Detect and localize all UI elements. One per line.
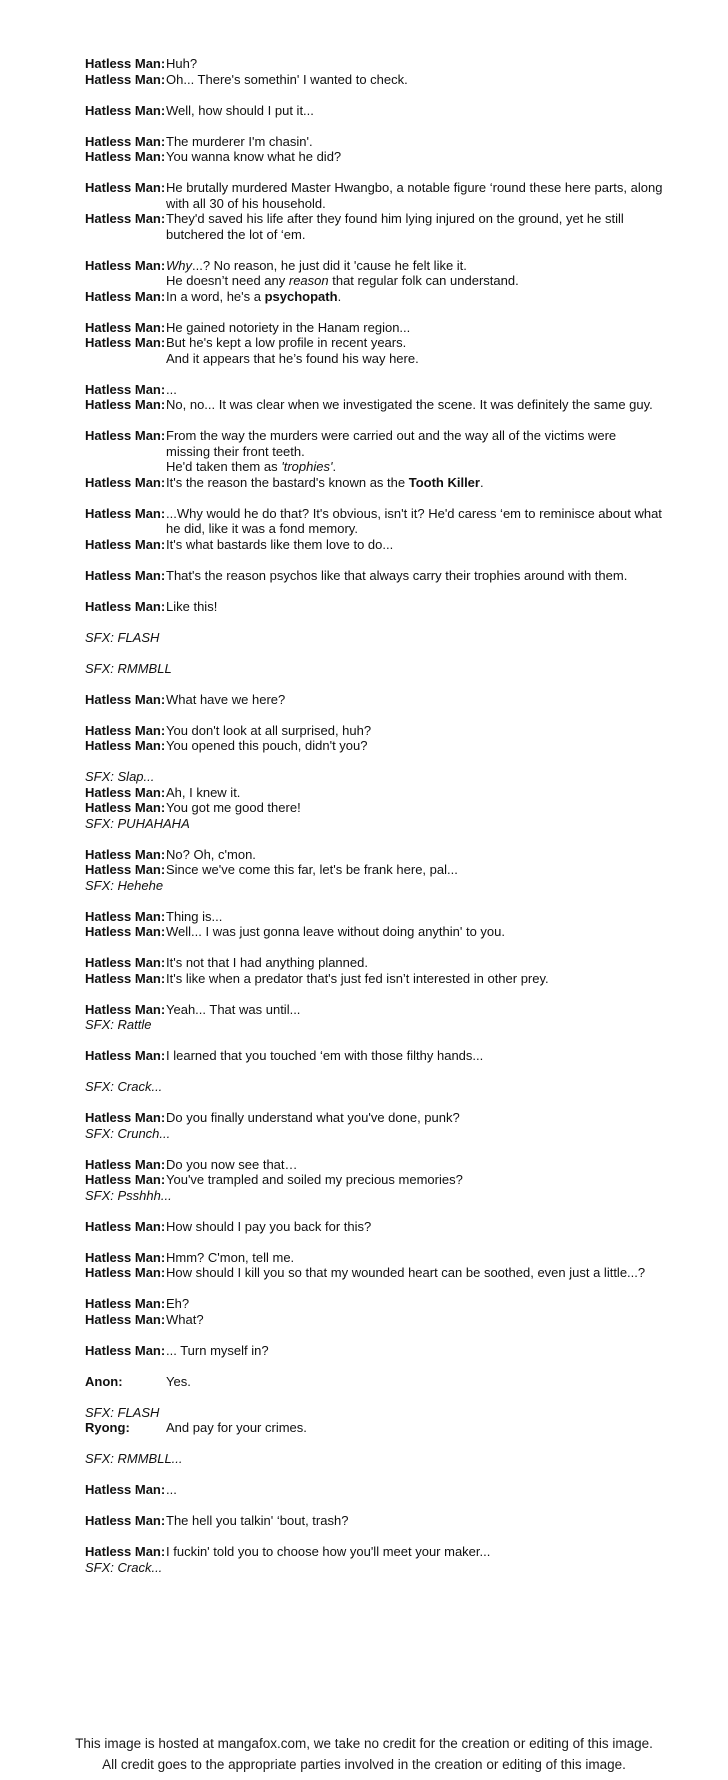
dialogue-line [85,1544,728,1560]
dialogue-text: Ah, I knew it. [166,784,241,800]
dialogue-text: Eh? [166,1296,190,1311]
dialogue-text: It's what bastards like them love to do... [166,536,394,552]
dialogue-block [85,568,728,584]
dialogue-block [85,1296,728,1327]
dialogue-line [85,180,728,211]
sfx-line [85,1560,728,1576]
dialogue-line [85,475,728,491]
dialogue-block [85,506,728,553]
speaker-label: Hatless Man: [85,1048,166,1063]
speaker-label: Hatless Man: [85,691,166,707]
sfx-text: SFX: FLASH [85,629,160,645]
dialogue-line [85,103,728,119]
dialogue-block [85,1405,728,1436]
dialogue-text: From the way the murders were carried out and the way all of the victims were missing their front teeth. [166,428,617,459]
dialogue-text: And pay for your crimes. [166,1420,307,1435]
footer-line-2: All credit goes to the appropriate parties involved in the creation or editing of this image. [102,1757,626,1772]
speaker-label: Hatless Man: [85,288,166,304]
dialogue-line [85,56,728,72]
speaker-label: Hatless Man: [85,335,166,350]
dialogue-block [85,955,728,986]
dialogue-block [85,1110,728,1141]
dialogue-block [85,1079,728,1095]
dialogue-block [85,1451,728,1467]
sfx-line [85,1188,728,1204]
dialogue-block [85,1343,728,1359]
speaker-label: Hatless Man: [85,567,166,583]
speaker-label: Hatless Man: [85,1172,166,1187]
dialogue-line [85,1482,728,1498]
dialogue-block [85,180,728,242]
dialogue-text: He'd taken them as 'trophies'. [166,459,337,474]
dialogue-text: What? [166,1311,204,1327]
sfx-line [85,1126,728,1142]
speaker-label: Hatless Man: [85,722,166,738]
speaker-label: Hatless Man: [85,1482,166,1497]
dialogue-block [85,382,728,413]
speaker-label: Hatless Man: [85,1156,166,1172]
dialogue-block [85,103,728,119]
speaker-label: Ryong: [85,1420,130,1435]
dialogue-line [85,1420,728,1436]
dialogue-line [85,599,728,615]
dialogue-line [85,289,728,305]
dialogue-text: Like this! [166,598,218,614]
sfx-text: SFX: Crack... [85,1559,163,1575]
dialogue-line [85,924,728,940]
dialogue-line [85,351,728,367]
speaker-label: Hatless Man: [85,738,166,753]
dialogue-block [85,134,728,165]
dialogue-line [85,1250,728,1266]
sfx-text: SFX: RMMBLL... [85,1451,183,1466]
dialogue-text: He brutally murdered Master Hwangbo, a notable figure ‘round these here parts, along with all 30 of his household. [166,180,663,211]
dialogue-line [85,568,728,584]
speaker-label: Hatless Man: [85,397,166,412]
dialogue-line [85,273,728,289]
dialogue-block [85,630,728,646]
speaker-label: Hatless Man: [85,1296,166,1311]
speaker-label: Hatless Man: [85,102,166,118]
dialogue-line [85,459,728,475]
dialogue-block [85,428,728,490]
dialogue-block [85,723,728,754]
footer-line-1: This image is hosted at mangafox.com, we take no credit for the creation or editing of this image. [75,1736,653,1751]
dialogue-text: The murderer I'm chasin'. [166,133,313,149]
dialogue-line [85,397,728,413]
dialogue-text: Do you now see that… [166,1156,298,1172]
dialogue-line [85,738,728,754]
speaker-label: Hatless Man: [85,1513,166,1528]
speaker-label: Hatless Man: [85,1311,166,1327]
sfx-text: SFX: FLASH [85,1404,160,1420]
dialogue-line [85,1265,728,1281]
speaker-label: Hatless Man: [85,56,166,71]
speaker-label: Hatless Man: [85,257,166,273]
dialogue-text: ...Why would he do that? It's obvious, isn't it? He'd caress ‘em to reminisce about what he did, like it was a fond memory. [166,505,662,536]
speaker-label: Hatless Man: [85,924,166,939]
sfx-line [85,630,728,646]
dialogue-line [85,428,728,459]
sfx-line [85,1405,728,1421]
footer-disclaimer [0,1733,728,1775]
dialogue-line [85,1110,728,1126]
dialogue-line [85,1374,728,1390]
speaker-label: Hatless Man: [85,428,166,443]
speaker-label: Hatless Man: [85,381,166,397]
speaker-label: Hatless Man: [85,846,166,862]
dialogue-line [85,692,728,708]
dialogue-text: You got me good there! [166,800,301,815]
speaker-label: Hatless Man: [85,908,166,924]
dialogue-text: I learned that you touched ‘em with those filthy hands... [166,1048,484,1063]
dialogue-block [85,1482,728,1498]
dialogue-line [85,72,728,88]
dialogue-text: They'd saved his life after they found him lying injured on the ground, yet he still butchered the lot of ‘em. [166,211,624,242]
dialogue-text: How should I kill you so that my wounded heart can be soothed, even just a little...? [166,1265,646,1280]
dialogue-line [85,1296,728,1312]
sfx-text: SFX: Psshhh... [85,1187,172,1203]
speaker-label: Hatless Man: [85,784,166,800]
dialogue-text: You've trampled and soiled my precious memories? [166,1172,463,1187]
speaker-label: Hatless Man: [85,1544,166,1559]
dialogue-text: Hmm? C'mon, tell me. [166,1249,295,1265]
dialogue-text: ... [166,381,177,397]
dialogue-text: He doesn’t need any reason that regular folk can understand. [166,273,519,288]
dialogue-text: Yeah... That was until... [166,1001,301,1017]
sfx-line [85,816,728,832]
dialogue-line [85,335,728,351]
dialogue-line [85,1343,728,1359]
dialogue-text: You opened this pouch, didn't you? [166,738,368,753]
dialogue-text: That's the reason psychos like that always carry their trophies around with them. [166,567,628,583]
dialogue-text: He gained notoriety in the Hanam region... [166,319,411,335]
dialogue-line [85,862,728,878]
dialogue-line [85,211,728,242]
dialogue-text: The hell you talkin' ‘bout, trash? [166,1513,349,1528]
speaker-label: Hatless Man: [85,598,166,614]
sfx-text: SFX: Rattle [85,1017,152,1032]
dialogue-block [85,1157,728,1204]
dialogue-text: Thing is... [166,908,223,924]
speaker-label: Hatless Man: [85,1110,166,1125]
dialogue-text: And it appears that he’s found his way here. [166,350,419,366]
dialogue-line [85,800,728,816]
dialogue-block [85,769,728,831]
dialogue-block [85,1374,728,1390]
dialogue-text: Since we've come this far, let's be frank here, pal... [166,862,458,877]
dialogue-text: In a word, he's a psychopath. [166,288,342,304]
speaker-label: Hatless Man: [85,1218,166,1234]
dialogue-line [85,1048,728,1064]
dialogue-block [85,1250,728,1281]
dialogue-text: But he's kept a low profile in recent years. [166,335,407,350]
sfx-line [85,661,728,677]
dialogue-block [85,1048,728,1064]
dialogue-block [85,1513,728,1529]
dialogue-line [85,506,728,537]
dialogue-block [85,692,728,708]
dialogue-text: It's like when a predator that's just fed isn’t interested in other prey. [166,970,549,986]
speaker-label: Hatless Man: [85,319,166,335]
dialogue-text: You wanna know what he did? [166,149,342,164]
dialogue-block [85,909,728,940]
dialogue-line [85,258,728,274]
dialogue-text: I fuckin' told you to choose how you'll meet your maker... [166,1544,491,1559]
speaker-label: Hatless Man: [85,800,166,815]
dialogue-text: No? Oh, c'mon. [166,846,256,862]
speaker-label: Hatless Man: [85,133,166,149]
dialogue-text: Well... I was just gonna leave without doing anythin' to you. [166,924,505,939]
dialogue-text: Why...? No reason, he just did it 'cause he felt like it. [166,257,467,273]
speaker-label: Hatless Man: [85,1249,166,1265]
dialogue-line [85,1002,728,1018]
dialogue-line [85,320,728,336]
dialogue-line [85,785,728,801]
speaker-label: Anon: [85,1373,123,1389]
dialogue-text: Do you finally understand what you've done, punk? [166,1110,460,1125]
dialogue-line [85,537,728,553]
speaker-label: Hatless Man: [85,1001,166,1017]
speaker-label: Hatless Man: [85,970,166,986]
dialogue-line [85,847,728,863]
dialogue-line [85,1513,728,1529]
sfx-text: SFX: Crack... [85,1079,163,1094]
speaker-label: Hatless Man: [85,71,166,87]
speaker-label: Hatless Man: [85,505,166,521]
dialogue-text: No, no... It was clear when we investigated the scene. It was definitely the same guy. [166,397,653,412]
sfx-text: SFX: Slap... [85,769,155,784]
speaker-label: Hatless Man: [85,955,166,970]
dialogue-text: You don't look at all surprised, huh? [166,722,372,738]
dialogue-text: It's the reason the bastard's known as the Tooth Killer. [166,474,484,490]
sfx-text: SFX: Hehehe [85,877,164,893]
dialogue-text: Oh... There's somethin' I wanted to check. [166,71,408,87]
sfx-text: SFX: RMMBLL [85,660,172,676]
sfx-line [85,1451,728,1467]
speaker-label: Hatless Man: [85,536,166,552]
sfx-text: SFX: Crunch... [85,1125,171,1141]
dialogue-line [85,909,728,925]
speaker-label: Hatless Man: [85,474,166,490]
dialogue-line [85,1219,728,1235]
speaker-label: Hatless Man: [85,149,166,164]
dialogue-line [85,1312,728,1328]
dialogue-line [85,955,728,971]
dialogue-line [85,1157,728,1173]
dialogue-block [85,258,728,305]
sfx-text: SFX: PUHAHAHA [85,815,190,831]
dialogue-text: How should I pay you back for this? [166,1218,372,1234]
dialogue-text: ... Turn myself in? [166,1342,269,1358]
dialogue-block [85,661,728,677]
dialogue-block [85,1219,728,1235]
dialogue-block [85,599,728,615]
speaker-label: Hatless Man: [85,1342,166,1358]
dialogue-line [85,1172,728,1188]
dialogue-text: Well, how should I put it... [166,102,314,118]
dialogue-text: ... [166,1482,177,1497]
dialogue-text: What have we here? [166,691,286,707]
speaker-label: Hatless Man: [85,211,166,226]
dialogue-line [85,134,728,150]
dialogue-block [85,1544,728,1575]
sfx-line [85,769,728,785]
dialogue-block [85,847,728,894]
speaker-label: Hatless Man: [85,862,166,877]
dialogue-text: Huh? [166,56,198,71]
speaker-label: Hatless Man: [85,180,166,195]
dialogue-block [85,56,728,87]
sfx-line [85,878,728,894]
sfx-line [85,1017,728,1033]
dialogue-block [85,1002,728,1033]
dialogue-text: It's not that I had anything planned. [166,955,368,970]
dialogue-line [85,971,728,987]
dialogue-block [85,320,728,367]
dialogue-line [85,723,728,739]
dialogue-text: Yes. [166,1373,191,1389]
dialogue-line [85,382,728,398]
speaker-label: Hatless Man: [85,1265,166,1280]
dialogue-line [85,149,728,165]
sfx-line [85,1079,728,1095]
